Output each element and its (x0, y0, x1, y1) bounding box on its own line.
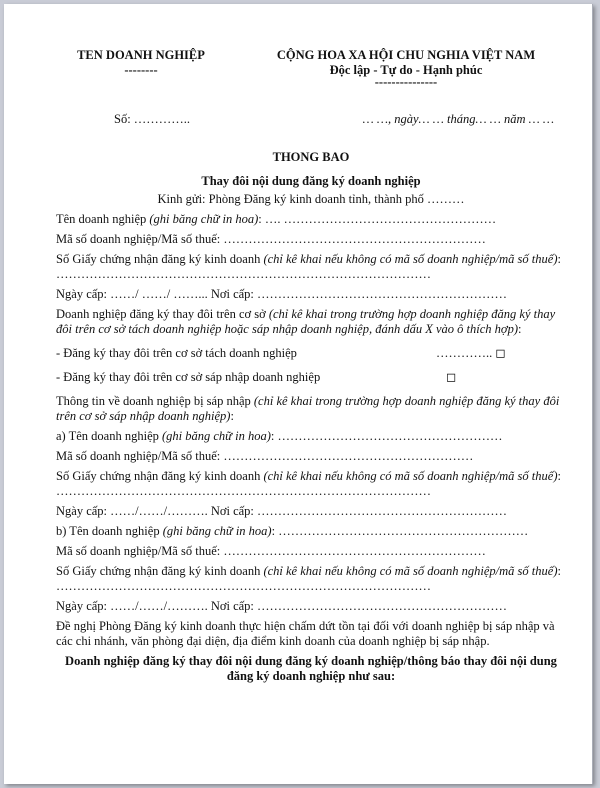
b-name-line: b) Tên doanh nghiệp (ghi băng chữ in hoa): …………………………………………………… (56, 524, 529, 538)
nation-block (246, 48, 566, 87)
option-merge-checkbox[interactable]: ◻ (446, 370, 457, 384)
option-merge-label: - Đăng ký thay đôi trên cơ sở sáp nhập doanh nghiệp (56, 370, 321, 384)
company-name: TEN DOANH NGHIỆP (77, 48, 205, 62)
taxid-line: Mã số doanh nghiệp/Mã số thuế: ……………………………………………………… (56, 232, 486, 246)
company-name-line: Tên doanh nghiệp (ghi băng chữ in hoa): …. …………………………………………… (56, 212, 497, 226)
a-taxid-line: Mã số doanh nghiệp/Mã số thuế: …………………………………………………… (56, 449, 474, 463)
document-title: THONG BAO (272, 150, 350, 164)
document-page (4, 4, 593, 784)
b-cert-line: Số Giấy chứng nhận đăng ký kinh doanh (chỉ kê khai nếu không có mã số doanh nghiệp/mã số thuế): ……………………………………………………………………………… (56, 564, 561, 593)
document-number: Số: ………….. (114, 112, 191, 126)
change-basis-line: Doanh nghiệp đăng ký thay đôi trên cơ sở (chỉ kê khai trong trường hợp doanh nghiệp đăng ký thay đôi trên cơ sở tách doanh nghiệp hoặc sáp nhập doanh nghiệp, đánh dấu X vào ô thích hợp): (56, 307, 556, 336)
motto: Độc lập - Tự do - Hạnh phúc (329, 63, 483, 77)
document-content (56, 48, 566, 684)
option-split-label: - Đăng ký thay đôi trên cơ sở tách doanh nghiệp (56, 346, 297, 360)
option-split-row[interactable] (56, 346, 566, 361)
number-date-row (56, 112, 566, 134)
motto-dash: --------------- (374, 75, 438, 89)
company-block (56, 48, 226, 78)
nation-title: CỘNG HOA XA HỘI CHU NGHIA VIỆT NAM (276, 48, 536, 62)
a-cert-line: Số Giấy chứng nhận đăng ký kinh doanh (chỉ kê khai nếu không có mã số doanh nghiệp/mã số thuế): ……………………………………………………………………………… (56, 469, 561, 498)
document-date: … …, ngày… … tháng… … năm … … (362, 112, 554, 126)
termination-request: Đề nghị Phòng Đăng ký kinh doanh thực hiện chấm dứt tồn tại đối với doanh nghiệp bị sáp nhập và các chi nhánh, văn phòng đại diện, địa điểm kinh doanh của doanh nghiệp bị sáp nhập. (56, 619, 555, 648)
closing-statement: Doanh nghiệp đăng ký thay đôi nội dung đăng ký doanh nghiệp/thông báo thay đôi nội dung đăng ký doanh nghiệp như sau: (65, 654, 557, 683)
document-subtitle: Thay đôi nội dung đăng ký doanh nghiệp (201, 174, 421, 188)
merged-info-line: Thông tin về doanh nghiệp bị sáp nhập (chỉ kê khai trong trường hợp doanh nghiệp đăng ký thay đôi trên cơ sở sáp nhập doanh nghiệp): (56, 394, 560, 423)
a-name-line: a) Tên doanh nghiệp (ghi băng chữ in hoa): ……………………………………………… (56, 429, 503, 443)
issue-line: Ngày cấp: ……/ ……/ ……... Nơi cấp: …………………………………………………… (56, 287, 508, 301)
b-issue-line: Ngày cấp: ……/……/………. Nơi cấp: …………………………………………………… (56, 599, 508, 613)
a-issue-line: Ngày cấp: ……/……/………. Nơi cấp: …………………………………………………… (56, 504, 508, 518)
document-header (56, 48, 566, 110)
b-taxid-line: Mã số doanh nghiệp/Mã số thuế: ……………………………………………………… (56, 544, 486, 558)
cert-line: Số Giấy chứng nhận đăng ký kinh doanh (chỉ kê khai nếu không có mã số doanh nghiệp/mã số thuế): ……………………………………………………………………………… (56, 252, 561, 281)
company-dash: -------- (124, 63, 158, 77)
option-split-checkbox[interactable]: ………….. ◻ (436, 346, 506, 360)
option-merge-row[interactable] (56, 370, 566, 385)
greeting: Kinh gửi: Phòng Đăng ký kinh doanh tỉnh, thành phố ……… (157, 192, 465, 206)
